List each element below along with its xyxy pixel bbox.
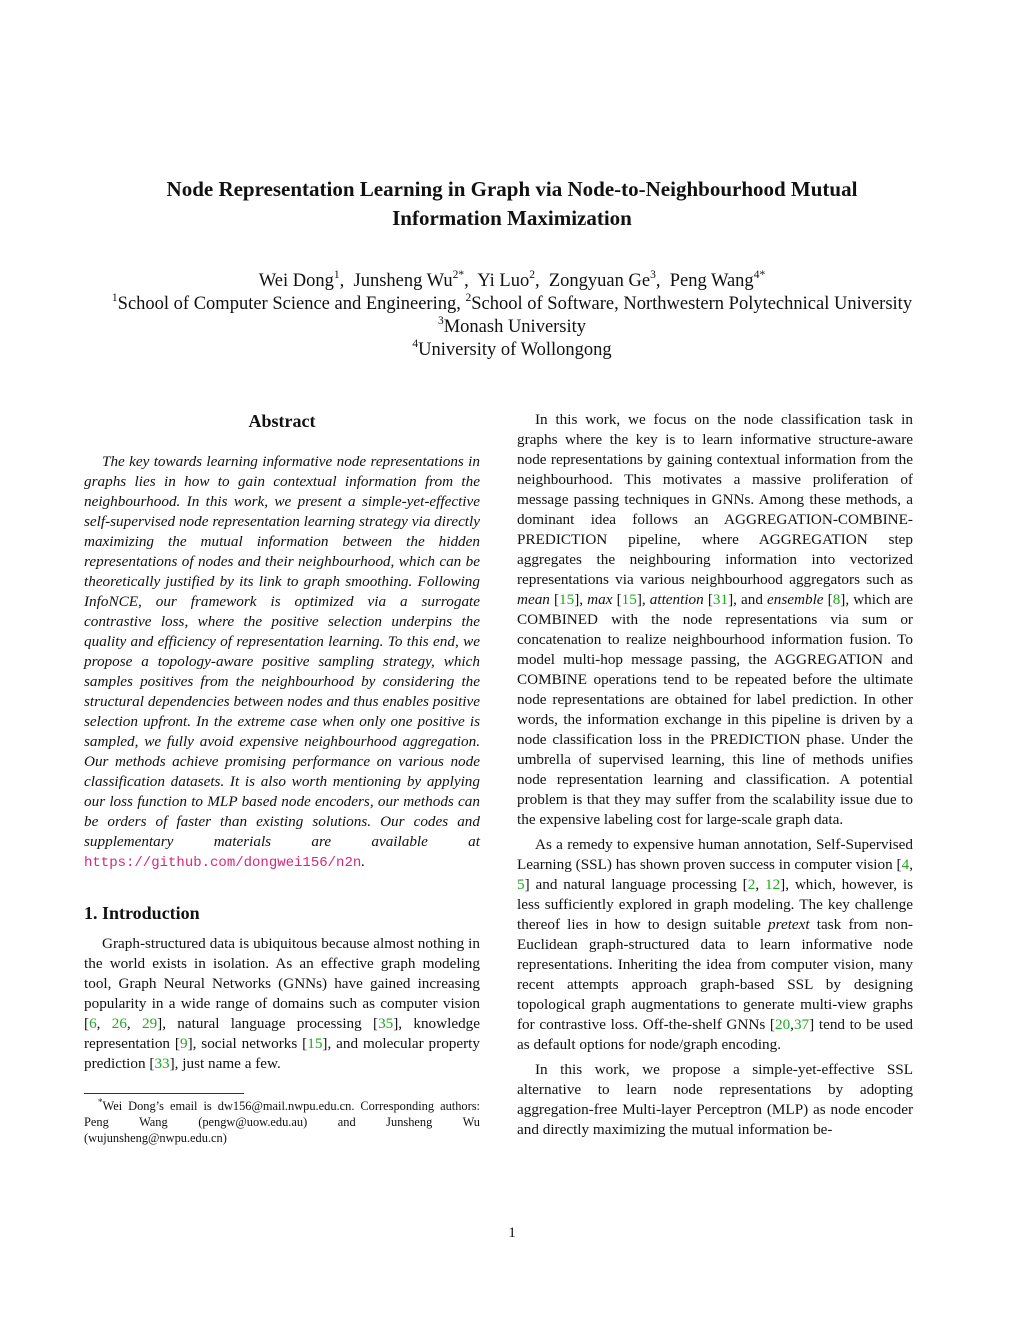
affiliation-3: Monash University xyxy=(443,317,587,337)
citation-link[interactable]: 6 xyxy=(89,1015,97,1032)
author-name: Junsheng Wu xyxy=(353,271,453,291)
citation-link[interactable]: 5 xyxy=(517,876,525,893)
citation-link[interactable]: 35 xyxy=(378,1015,394,1032)
affiliation-2: School of Software, Northwestern Polytechnical University xyxy=(471,294,913,314)
body-paragraph: In this work, we propose a simple-yet-effective SSL alternative to learn node representations by adopting aggregation-free Multi-layer Perceptron (MLP) as node encoder and directly maximizing the mutual information be- xyxy=(517,1061,913,1138)
title-line-1: Node Representation Learning in Graph via Node-to-Neighbourhood Mutual xyxy=(166,177,858,201)
citation-link[interactable]: 26 xyxy=(111,1015,127,1032)
affiliation-line-3: $^4$University of Wollongong xyxy=(412,337,612,360)
left-column xyxy=(84,410,480,1146)
footnote-divider xyxy=(84,1093,244,1094)
introduction-heading: 1. Introduction xyxy=(84,903,200,923)
footnote: *Wei Dong’s email is dw156@mail.nwpu.edu.cn. Corresponding authors: Peng Wang (pengw@uow.edu.au) and Junsheng Wu (wujunsheng@nwpu.edu.cn) xyxy=(84,1096,480,1145)
citation-link[interactable]: 2 xyxy=(747,876,756,893)
author-name: Peng Wang xyxy=(669,271,754,291)
author-block xyxy=(40,270,984,362)
citation-link[interactable]: 37 xyxy=(793,1016,810,1033)
citation-link[interactable]: 15 xyxy=(559,591,575,608)
citation-link[interactable]: 20 xyxy=(774,1016,791,1033)
affiliation-1: School of Computer Science and Engineering, xyxy=(117,294,466,314)
introduction-paragraph: Graph-structured data is ubiquitous because almost nothing in the world exists in isolation. As an effective graph modeling tool, Graph Neural Networks (GNNs) have gained increasing popularity in a wide range of domains such as computer vision [6, 26, 29], natural language processing [35], knowledge representation [9], social networks [15], and molecular property prediction [33], just name a few. xyxy=(84,935,481,1072)
citation-link[interactable]: 29 xyxy=(141,1015,158,1032)
body-paragraph: As a remedy to expensive human annotation, Self-Supervised Learning (SSL) has shown proven success in computer vision [4, 5] and natural language processing [2, 12], which, however, is less sufficiently explored in graph modeling. The key challenge thereof lies in how to design suitable pretext task from non-Euclidean graph-structured data to learn informative node representations. Inheriting the idea from computer vision, many recent attempts approach graph-based SSL by designing topological graph augmentations to generate multi-view graphs for contrastive loss. Off-the-shelf GNNs [20,37] tend to be used as default options for node/graph encoding. xyxy=(517,836,914,1053)
affiliation-4: University of Wollongong xyxy=(418,340,612,360)
author-name: Yi Luo xyxy=(477,271,530,291)
author-mark: 3 xyxy=(650,268,656,281)
citation-link[interactable]: 33 xyxy=(154,1055,170,1072)
code-link[interactable]: https://github.com/dongwei156/n2n xyxy=(84,855,362,871)
affiliation-line-1: $^1$School of Computer Science and Engineering, $^2$School of Software, Northwestern Polytechnical University xyxy=(111,291,913,314)
page-number: 1 xyxy=(508,1224,516,1241)
author-mark: 1 xyxy=(333,268,340,281)
paper-title xyxy=(70,175,954,233)
citation-link[interactable]: 15 xyxy=(307,1035,323,1052)
author-mark: 4* xyxy=(753,268,766,281)
abstract-heading: Abstract xyxy=(248,411,316,431)
citation-link[interactable]: 9 xyxy=(179,1035,188,1052)
body-paragraph: In this work, we focus on the node classification task in graphs where the key is to learn informative structure-aware node representations by gaining contextual information from the neighbourhood. This motivates a massive proliferation of message passing techniques in GNNs. Among these methods, a dominant idea follows an AGGREGATION-COMBINE-PREDICTION pipeline, where AGGREGATION step aggregates the neighbouring information into vectorized representations via various neighbourhood aggregators such as mean [15], max [15], attention [31], and ensemble [8], which are COMBINED with the node representations via sum or concatenation to realize neighbourhood information fusion. To model multi-hop message passing, the AGGREGATION and COMBINE operations tend to be repeated before the ultimate node representations are obtained for label prediction. In other words, the information exchange in this pipeline is driven by a node classification loss in the PREDICTION phase. Under the umbrella of supervised learning, this line of methods unifies node representation learning and classification. A potential problem is that they may suffer from the scalability issue due to the expensive labeling cost for large-scale graph data. xyxy=(517,411,913,828)
author-mark: 2 xyxy=(529,268,535,281)
citation-link[interactable]: 12 xyxy=(764,876,781,893)
citation-link[interactable]: 8 xyxy=(832,591,841,608)
citation-link[interactable]: 4 xyxy=(901,856,910,873)
author-list: Wei Dong$^1$, Junsheng $Wu^{2*}$, Yi Luo$^2$, Zongyuan Ge$^3$, Peng Wang$^{4*}$ xyxy=(258,268,766,291)
citation-link[interactable]: 15 xyxy=(621,591,637,608)
right-column xyxy=(517,410,913,1140)
author-name: Zongyuan Ge xyxy=(548,271,651,291)
citation-link[interactable]: 31 xyxy=(712,591,729,608)
author-mark: 2* xyxy=(452,268,465,281)
title-line-2: Information Maximization xyxy=(392,206,632,230)
abstract-body: The key towards learning informative node representations in graphs lies in how to gain contextual information from the neighbourhood. In this work, we present a simple-yet-effective self-supervised node representation learning strategy via directly maximizing the mutual information between the hidden representations of nodes and their neighbourhood, which can be theoretically justified by its link to graph smoothing. Following InfoNCE, our framework is optimized via a surrogate contrastive loss, where the positive selection underpins the quality and efficiency of representation learning. To this end, we propose a topology-aware positive sampling strategy, which samples positives from the neighbourhood by considering the structural dependencies between nodes and thus enables positive selection upfront. In the extreme case when only one positive is sampled, we fully avoid expensive neighbourhood aggregation. Our methods achieve promising performance on various node classification datasets. It is also worth mentioning by applying our loss function to MLP based node encoders, our methods can be orders of faster than existing solutions. Our codes and supplementary materials are available at https://github.com/dongwei156/n2n. xyxy=(84,453,480,871)
author-name: Wei Dong xyxy=(258,271,334,291)
affiliation-line-2: $^3$Monash University xyxy=(437,314,587,337)
